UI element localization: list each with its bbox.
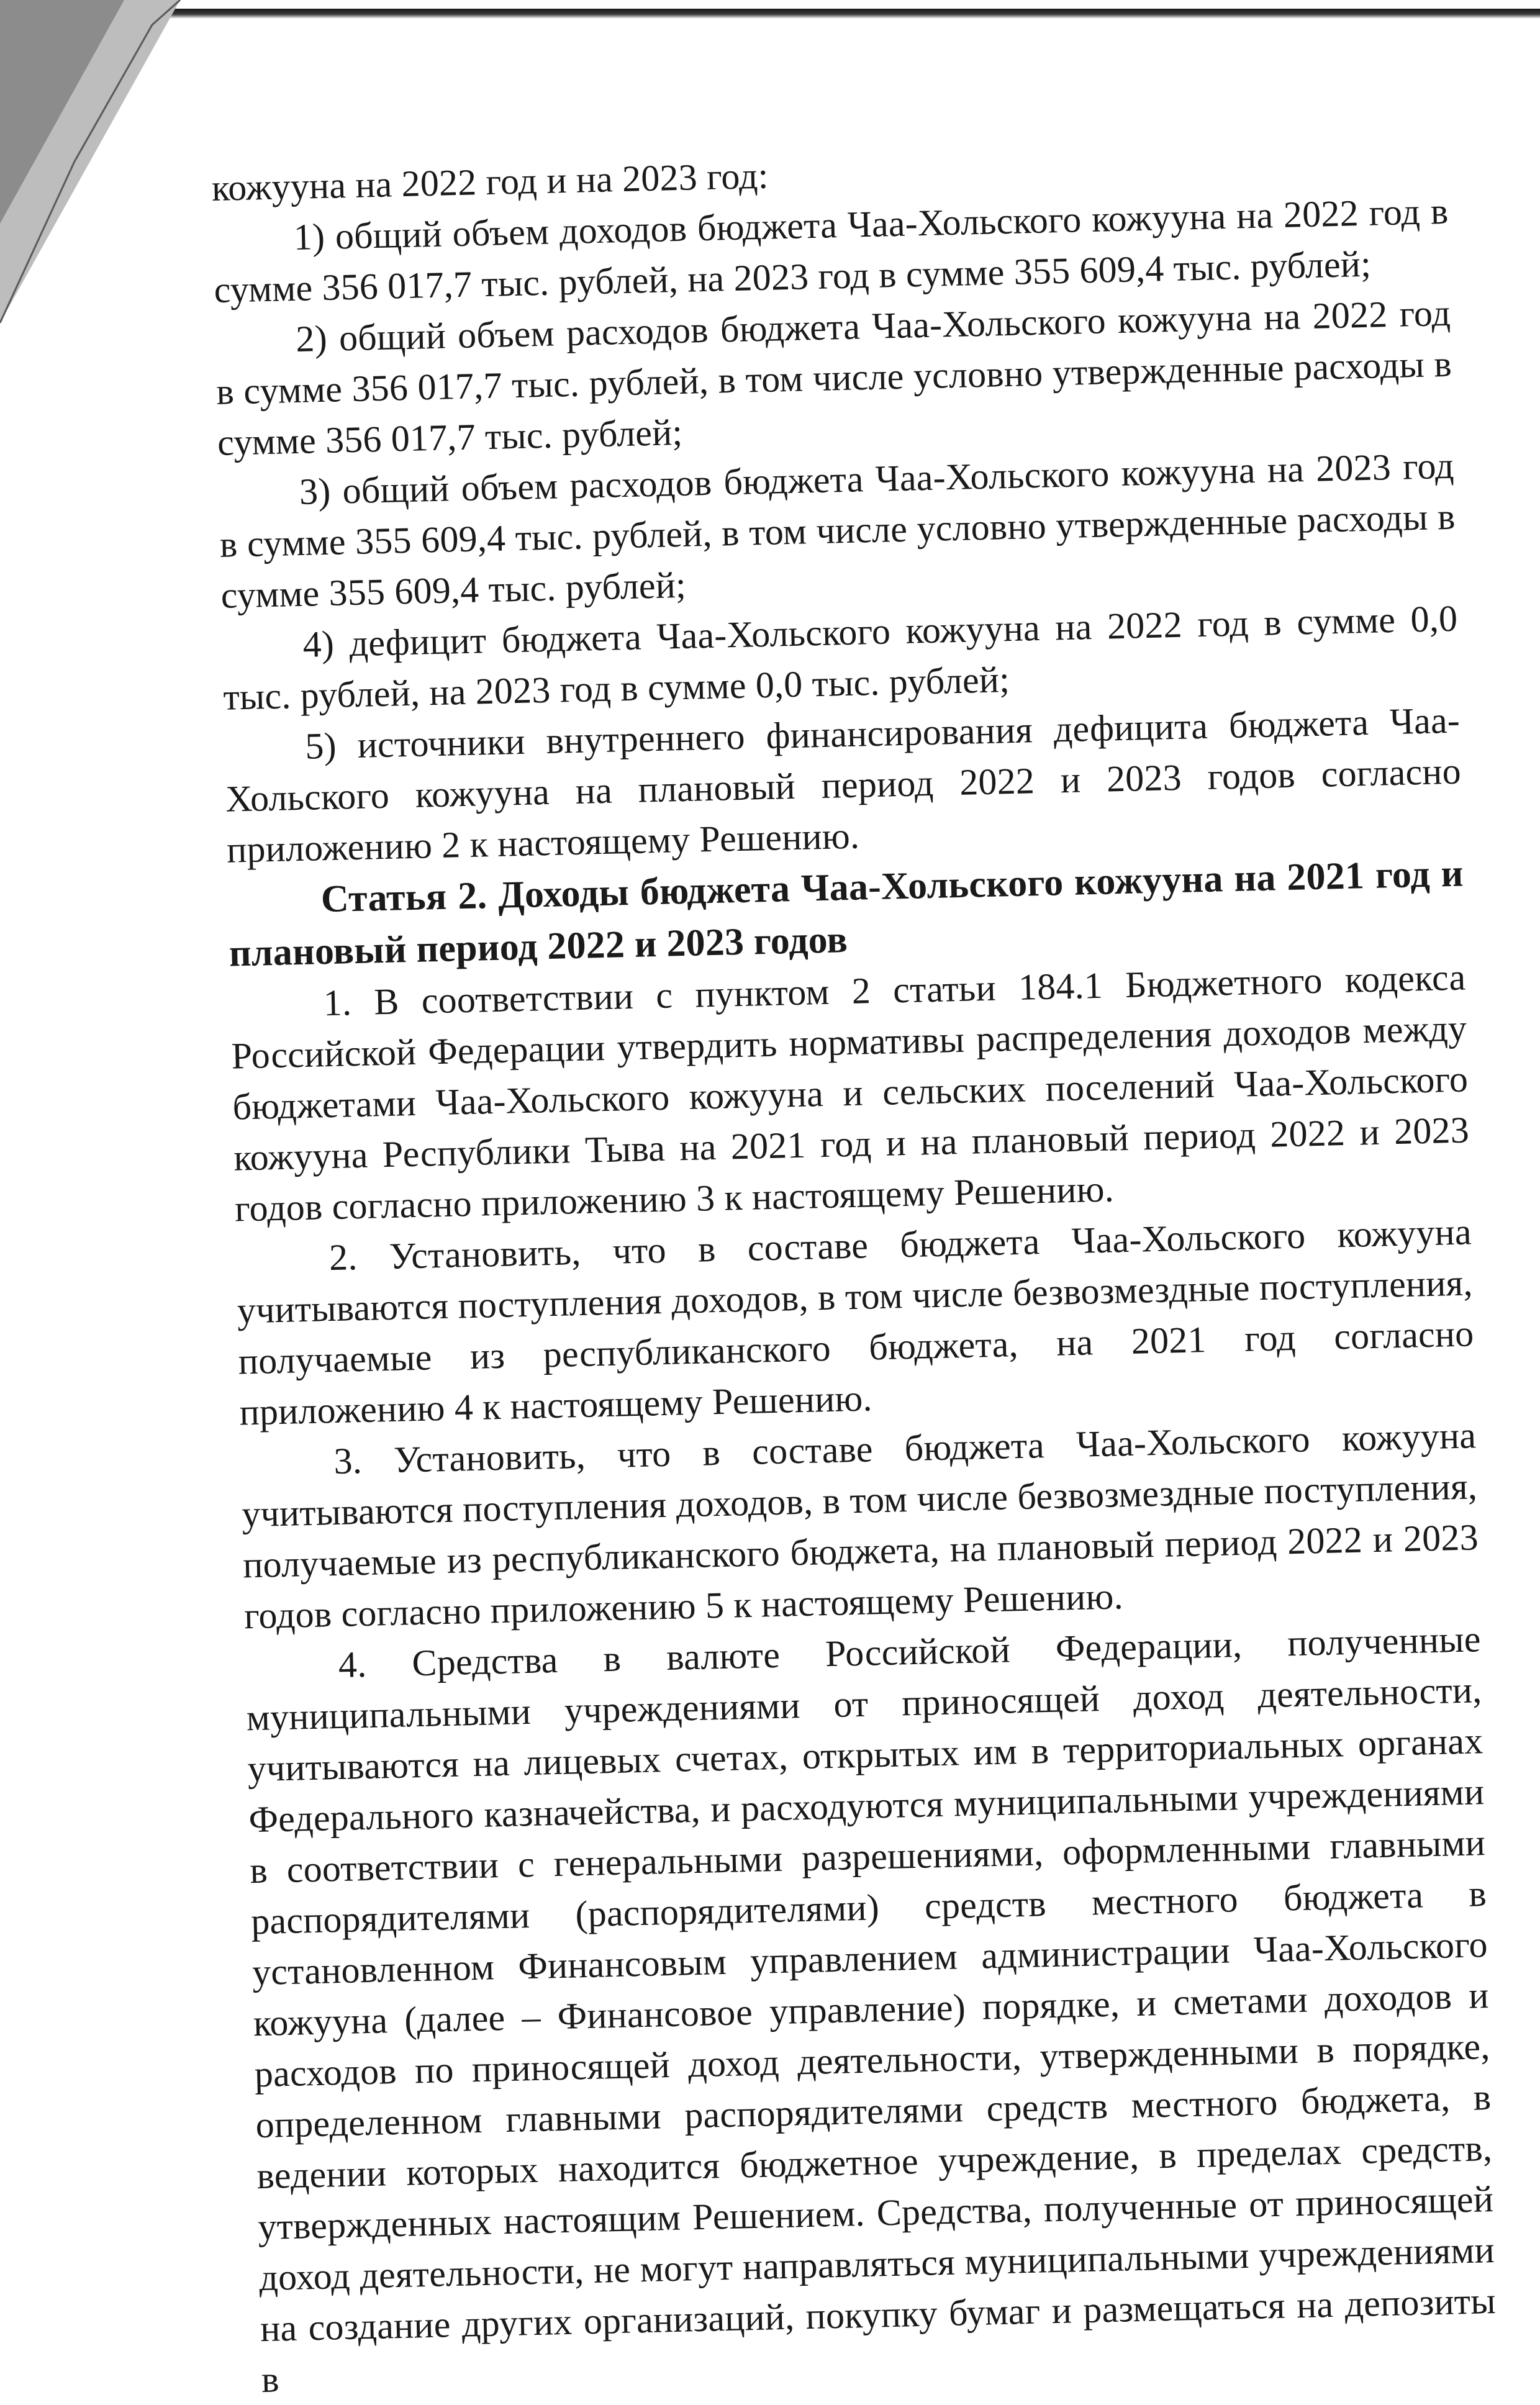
paragraph-intro: кожууна на 2022 год и на 2023 год: <box>211 155 769 209</box>
paragraph-clause-3: 3. Установить, что в составе бюджета Чаа-Хольского кожууна учитываются поступления доходов, в том числе безвозмездные поступления, получаемые из республиканского бюджета, на плановый период 2022 и 2023 годов согласно приложению 5 к настоящему Решению. <box>241 1415 1479 1637</box>
paragraph-clause-4: 4. Средства в валюте Российской Федерации, полученные муниципальными учреждениями от приносящей доход деятельности, учитываются на лицевых счетах, открытых им в территориальных органах Федерального казначейства, и расходуются муниципальными учреждениями в соответствии с генеральными разрешениями, оформленными главными распорядителями (распорядителями) средств местного бюджета в установленном Финансовым управлением администрации Чаа-Хольского кожууна (далее – Финансовое управление) порядке, и сметами доходов и расходов по приносящей доход деятельности, утвержденными в порядке, определенном главными распорядителями средств местного бюджета, в ведении которых находится бюджетное учреждение, в пределах средств, утвержденных настоящим Решением. Средства, полученные от приносящей доход деятельности, не могут направляться муниципальными учреждениями на создание других организаций, покупку бумаг и размещаться на депозиты в <box>246 1618 1497 2401</box>
paragraph-clause-2: 2. Установить, что в составе бюджета Чаа-Хольского кожууна учитываются поступления доходов, в том числе безвозмездные поступления, получаемые из республиканского бюджета, на 2021 год согласно приложению 4 к настоящему Решению. <box>237 1211 1475 1433</box>
paragraph-clause-1: 1. В соответствии с пунктом 2 статьи 184.1 Бюджетного кодекса Российской Федерации утвердить нормативы распределения доходов между бюджетами Чаа-Хольского кожууна и сельских поселений Чаа-Хольского кожууна Республики Тыва на 2021 год и на плановый период 2022 и 2023 годов согласно приложению 3 к настоящему Решению. <box>230 956 1470 1230</box>
document-page <box>211 135 1497 2405</box>
paragraph-item-2: 2) общий объем расходов бюджета Чаа-Хольского кожууна на 2022 год в сумме 356 017,7 тыс. рублей, в том числе условно утвержденные расходы в сумме 356 017,7 тыс. рублей; <box>215 292 1452 463</box>
paragraph-item-3: 3) общий объем расходов бюджета Чаа-Хольского кожууна на 2023 год в сумме 355 609,4 тыс. рублей, в том числе условно утвержденные расходы в сумме 355 609,4 тыс. рублей; <box>219 445 1456 616</box>
paragraph-item-4: 4) дефицит бюджета Чаа-Хольского кожууна на 2022 год в сумме 0,0 тыс. рублей, на 2023 год в сумме 0,0 тыс. рублей; <box>222 597 1458 718</box>
scan-edge-shadow <box>158 9 1540 19</box>
article-heading: Статья 2. Доходы бюджета Чаа-Хольского кожууна на 2021 год и плановый период 2022 и 2023 годов <box>229 852 1464 975</box>
paragraph-item-5: 5) источники внутреннего финансирования дефицита бюджета Чаа-Хольского кожууна на плановый период 2022 и 2023 годов согласно приложению 2 к настоящему Решению. <box>225 699 1462 871</box>
paragraph-item-1: 1) общий объем доходов бюджета Чаа-Хольского кожууна на 2022 год в сумме 356 017,7 тыс. рублей, на 2023 год в сумме 355 609,4 тыс. рублей; <box>213 190 1449 310</box>
